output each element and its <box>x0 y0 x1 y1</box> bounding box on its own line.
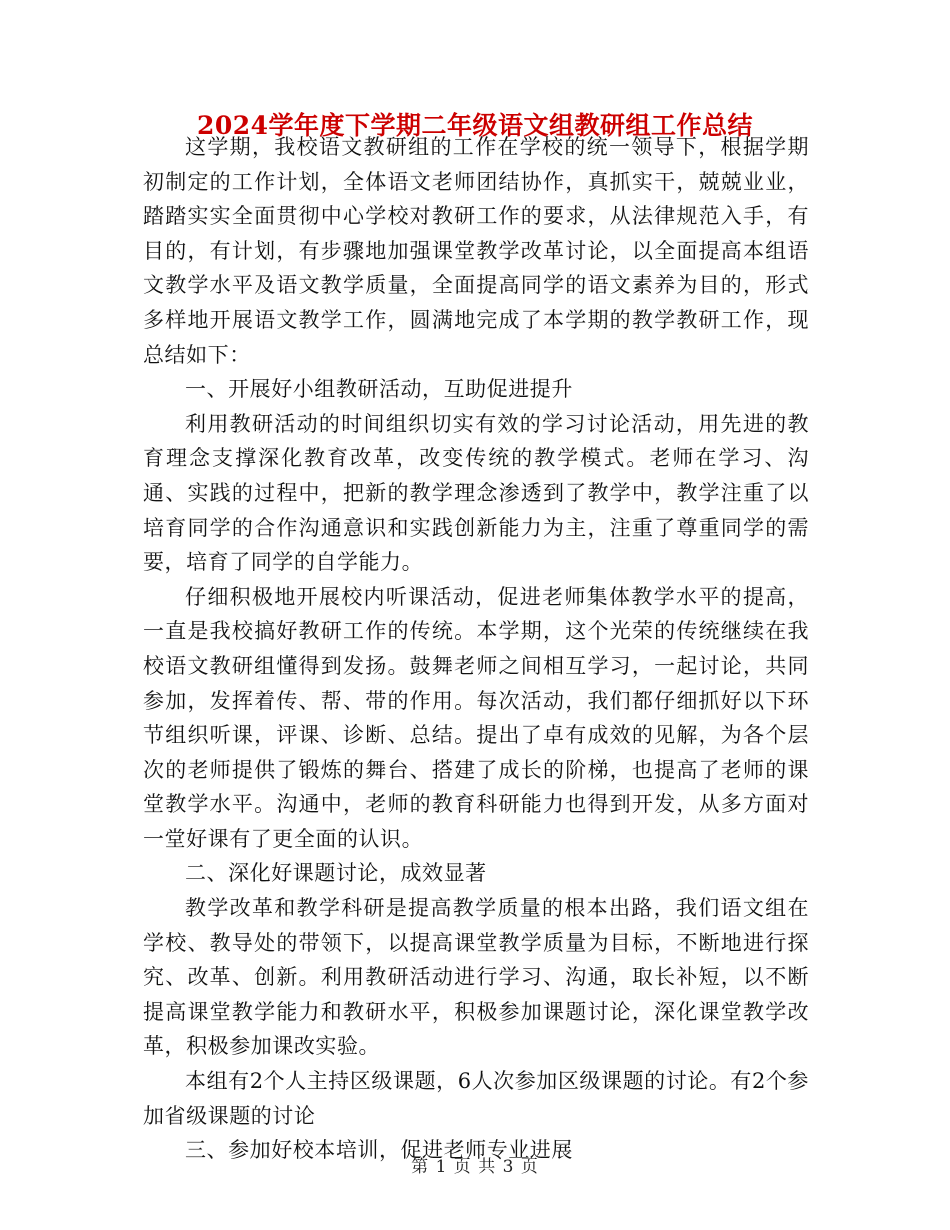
section-2-paragraph-2: 本组有2个人主持区级课题，6人次参加区级课题的讨论。有2个参加省级课题的讨论 <box>143 1069 809 1128</box>
section-heading-3: 三、参加好校本培训，促进老师专业进展 <box>185 1138 573 1163</box>
section-2-paragraph-1: 教学改革和教学科研是提高教学质量的根本出路，我们语文组在学校、教导处的带领下，以提高课堂教学质量为目标，不断地进行探究、改革、创新。利用教研活动进行学习、沟通，取长补短，以不断提高课堂教学能力和教研水平，积极参加课题讨论，深化课堂教学改革，积极参加课改实验。 <box>143 896 809 1059</box>
section-heading-2: 二、深化好课题讨论，成效显著 <box>185 861 487 886</box>
page-footer: 第 1 页 共 3 页 <box>411 1157 539 1177</box>
document-title: 2024学年度下学期二年级语文组教研组工作总结 <box>196 111 754 140</box>
section-heading-1: 一、开展好小组教研活动，互助促进提升 <box>185 377 573 402</box>
section-1-paragraph-2: 仔细积极地开展校内听课活动，促进老师集体教学水平的提高，一直是我校搞好教研工作的传统。本学期，这个光荣的传统继续在我校语文教研组懂得到发扬。鼓舞老师之间相互学习，一起讨论，共同参加，发挥着传、帮、带的作用。每次活动，我们都仔细抓好以下环节组织听课，评课、诊断、总结。提出了卓有成效的见解，为各个层次的老师提供了锻炼的舞台、搭建了成长的阶梯，也提高了老师的课堂教学水平。沟通中，老师的教育科研能力也得到开发，从多方面对一堂好课有了更全面的认识。 <box>143 584 809 851</box>
section-1-paragraph-1: 利用教研活动的时间组织切实有效的学习讨论活动，用先进的教育理念支撑深化教育改革，改变传统的教学模式。老师在学习、沟通、实践的过程中，把新的教学理念渗透到了教学中，教学注重了以培育同学的合作沟通意识和实践创新能力为主，注重了尊重同学的需要，培育了同学的自学能力。 <box>143 411 809 575</box>
intro-paragraph: 这学期，我校语文教研组的工作在学校的统一领导下，根据学期初制定的工作计划，全体语文老师团结协作，真抓实干，兢兢业业，踏踏实实全面贯彻中心学校对教研工作的要求，从法律规范入手，有目的，有计划，有步骤地加强课堂教学改革讨论，以全面提高本组语文教学水平及语文教学质量，全面提高同学的语文素养为目的，形式多样地开展语文教学工作，圆满地完成了本学期的教学教研工作，现总结如下： <box>143 135 809 367</box>
document-body <box>143 130 809 1168</box>
